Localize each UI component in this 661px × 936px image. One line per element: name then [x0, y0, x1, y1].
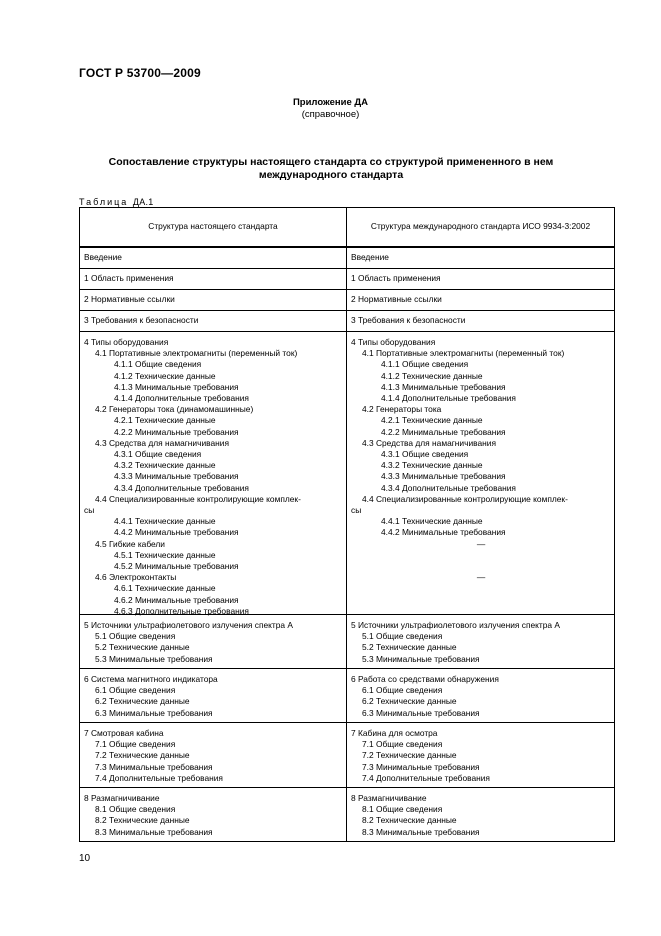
section-line: 8.1 Общие сведения — [95, 804, 176, 815]
section-line: 4.2 Генераторы тока (динамомашинные) — [95, 404, 254, 415]
section-line: 4.4.1 Технические данные — [114, 516, 216, 527]
table-row — [80, 331, 614, 614]
section-line: 7.3 Минимальные требования — [362, 761, 480, 772]
section-line: 4.1 Портативные электромагниты (переменный ток) — [95, 348, 298, 359]
section-line: 6.3 Минимальные требования — [95, 707, 213, 718]
section-line: 7.2 Технические данные — [362, 750, 457, 761]
section-line: 4.1.4 Дополнительные требования — [114, 393, 249, 404]
table-row — [80, 722, 614, 787]
table-row — [80, 310, 614, 331]
section-line: 6.1 Общие сведения — [95, 685, 176, 696]
dash-placeholder: — — [476, 538, 486, 549]
table-cell-left: 2 Нормативные ссылки — [80, 290, 347, 310]
section-line: 6.2 Технические данные — [95, 696, 190, 707]
comparison-table — [79, 207, 615, 842]
table-cell-left — [80, 332, 347, 614]
dash-placeholder: — — [476, 572, 486, 583]
section-line: 5.3 Минимальные требования — [362, 653, 480, 664]
section-line: 4.1.4 Дополнительные требования — [381, 393, 516, 404]
section-line: 4.6 Электроконтакты — [95, 572, 177, 583]
section-line: 4.5.2 Минимальные требования — [114, 561, 239, 572]
section-line: 5.2 Технические данные — [362, 642, 457, 653]
section-line: сы — [84, 505, 95, 516]
section-line: 4.4.1 Технические данные — [381, 516, 483, 527]
section-line: 4.1.1 Общие сведения — [114, 359, 202, 370]
table-cell-right — [347, 723, 614, 787]
section-line: 4.3.4 Дополнительные требования — [381, 482, 516, 493]
table-cell-right — [347, 332, 614, 614]
section-line: 4.2.2 Минимальные требования — [381, 426, 506, 437]
section-line: 4.1.2 Технические данные — [114, 370, 216, 381]
section-line: 5 Источники ультрафиолетового излучения спектра А — [351, 620, 560, 630]
table-cell-left: Введение — [80, 248, 347, 268]
table-cell-left: 1 Область применения — [80, 269, 347, 289]
section-line: 4 Типы оборудования — [351, 337, 436, 347]
table-cell-left — [80, 788, 347, 841]
section-line: 8.1 Общие сведения — [362, 804, 443, 815]
section-line: 5.1 Общие сведения — [95, 631, 176, 642]
page-title: Сопоставление структуры настоящего стандарта со структурой примененного в нем международного стандарта — [108, 156, 554, 181]
section-line: 8 Размагничивание — [84, 793, 160, 803]
table-row — [80, 247, 614, 268]
table-row — [80, 614, 614, 668]
section-line: 6.2 Технические данные — [362, 696, 457, 707]
section-line: 5.1 Общие сведения — [362, 631, 443, 642]
section-line: 4.1 Портативные электромагниты (переменный ток) — [362, 348, 565, 359]
section-line: 8 Размагничивание — [351, 793, 427, 803]
section-line: 7 Кабина для осмотра — [351, 728, 438, 738]
section-line: 5.2 Технические данные — [95, 642, 190, 653]
table-cell-right: 3 Требования к безопасности — [351, 315, 466, 325]
section-line: 4.4.2 Минимальные требования — [381, 527, 506, 538]
section-line: 4.2.2 Минимальные требования — [114, 426, 239, 437]
section-line: 8.2 Технические данные — [95, 815, 190, 826]
document-code: ГОСТ Р 53700—2009 — [79, 66, 201, 80]
table-row — [80, 268, 614, 289]
section-line: 4.4.2 Минимальные требования — [114, 527, 239, 538]
section-line: 4.3.3 Минимальные требования — [114, 471, 239, 482]
section-line: 4.2.1 Технические данные — [114, 415, 216, 426]
section-line: 4.1.2 Технические данные — [381, 370, 483, 381]
section-line: 8.2 Технические данные — [362, 815, 457, 826]
section-line: 4.3.4 Дополнительные требования — [114, 482, 249, 493]
section-line: 4.6.1 Технические данные — [114, 583, 216, 594]
table-cell-left — [80, 723, 347, 787]
section-line: 8.3 Минимальные требования — [362, 826, 480, 837]
section-line: 6 Работа со средствами обнаружения — [351, 674, 499, 684]
column-header-left: Структура настоящего стандарта — [80, 208, 347, 246]
section-line: 4.3 Средства для намагничивания — [95, 437, 229, 448]
section-line: 7.4 Дополнительные требования — [95, 772, 223, 783]
section-line: 7.3 Минимальные требования — [95, 761, 213, 772]
table-cell-right — [347, 788, 614, 841]
section-line: 4.1.1 Общие сведения — [381, 359, 469, 370]
section-line: 4.4 Специализированные контролирующие комплек- — [95, 493, 301, 504]
table-row — [80, 787, 614, 841]
section-line: 4.3 Средства для намагничивания — [362, 437, 496, 448]
table-cell-right: Введение — [351, 252, 389, 262]
section-line: 4.3.1 Общие сведения — [381, 449, 469, 460]
column-header-right: Структура международного стандарта ИСО 9934-3:2002 — [370, 221, 591, 232]
section-line: 4.3.3 Минимальные требования — [381, 471, 506, 482]
section-line: 6.1 Общие сведения — [362, 685, 443, 696]
section-line: 7.1 Общие сведения — [95, 739, 176, 750]
table-cell-left: 3 Требования к безопасности — [80, 311, 347, 331]
section-line: 4.4 Специализированные контролирующие комплек- — [362, 493, 568, 504]
section-line: 4.6.3 Дополнительные требования — [114, 605, 249, 616]
table-header-row — [80, 208, 614, 247]
section-line: 4.3.1 Общие сведения — [114, 449, 202, 460]
section-line: 4 Типы оборудования — [84, 337, 169, 347]
section-line: 7.1 Общие сведения — [362, 739, 443, 750]
section-line: сы — [351, 505, 362, 516]
table-cell-right — [347, 669, 614, 722]
section-line: 7 Смотровая кабина — [84, 728, 164, 738]
section-line: 4.5.1 Технические данные — [114, 549, 216, 560]
table-cell-right — [347, 615, 614, 668]
section-line: 4.3.2 Технические данные — [381, 460, 483, 471]
table-cell-right: 1 Область применения — [351, 273, 441, 283]
section-line: 4.6.2 Минимальные требования — [114, 594, 239, 605]
section-line: 5 Источники ультрафиолетового излучения спектра А — [84, 620, 293, 630]
table-cell-left — [80, 669, 347, 722]
table-cell-right: 2 Нормативные ссылки — [351, 294, 442, 304]
section-line: 8.3 Минимальные требования — [95, 826, 213, 837]
section-line: 7.2 Технические данные — [95, 750, 190, 761]
table-cell-left — [80, 615, 347, 668]
table-caption-prefix: Таблица — [79, 197, 129, 207]
section-line: 7.4 Дополнительные требования — [362, 772, 490, 783]
section-line: 6 Система магнитного индикатора — [84, 674, 218, 684]
page-number: 10 — [79, 853, 91, 864]
section-line: 4.3.2 Технические данные — [114, 460, 216, 471]
section-line: 4.1.3 Минимальные требования — [381, 381, 506, 392]
table-caption — [79, 197, 154, 207]
section-line: 6.3 Минимальные требования — [362, 707, 480, 718]
section-line: 4.2 Генераторы тока — [362, 404, 442, 415]
blank-line — [351, 550, 611, 561]
blank-line — [351, 561, 611, 572]
annex-subtitle: (справочное) — [301, 109, 360, 120]
table-row — [80, 668, 614, 722]
section-line: 4.2.1 Технические данные — [381, 415, 483, 426]
section-line: 4.5 Гибкие кабели — [95, 538, 165, 549]
section-line: 4.1.3 Минимальные требования — [114, 381, 239, 392]
annex-title: Приложение ДА — [292, 97, 369, 108]
table-caption-number: ДА.1 — [132, 197, 154, 207]
table-row — [80, 289, 614, 310]
section-line: 5.3 Минимальные требования — [95, 653, 213, 664]
